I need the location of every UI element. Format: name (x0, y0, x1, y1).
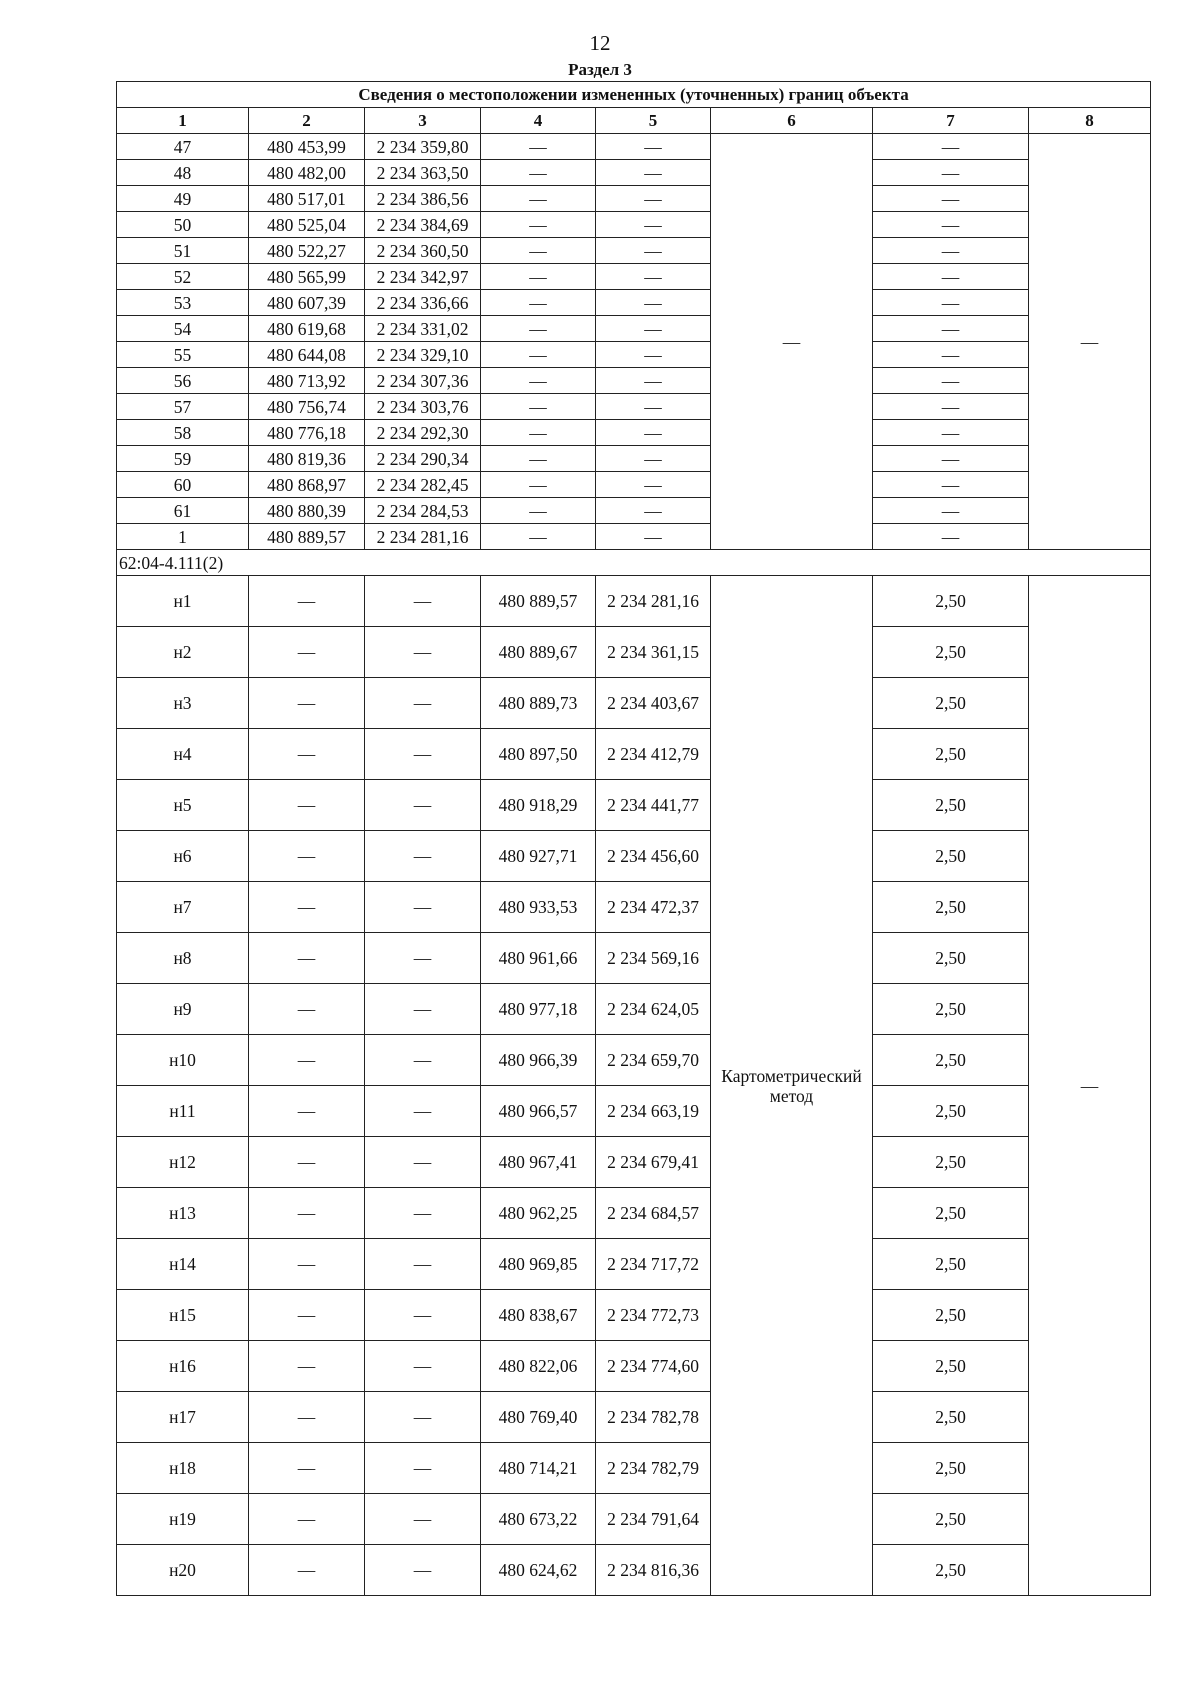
point-number-cell: 60 (117, 472, 249, 498)
new-x-cell: 480 889,67 (481, 627, 596, 678)
table-row (117, 290, 1151, 316)
new-y-cell: 2 234 659,70 (596, 1035, 711, 1086)
accuracy-cell: — (873, 524, 1029, 550)
point-number-cell: 56 (117, 368, 249, 394)
point-number-cell: н6 (117, 831, 249, 882)
new-x-cell: 480 889,73 (481, 678, 596, 729)
table-row (117, 186, 1151, 212)
accuracy-cell: — (873, 472, 1029, 498)
new-x-cell: 480 918,29 (481, 780, 596, 831)
existing-y-cell: 2 234 331,02 (365, 316, 481, 342)
accuracy-cell: — (873, 342, 1029, 368)
existing-x-cell: — (249, 1545, 365, 1596)
accuracy-cell: 2,50 (873, 1392, 1029, 1443)
existing-x-cell: — (249, 1290, 365, 1341)
existing-y-cell: — (365, 1290, 481, 1341)
table-row (117, 882, 1151, 933)
accuracy-cell: 2,50 (873, 1137, 1029, 1188)
table-row (117, 627, 1151, 678)
table-row (117, 729, 1151, 780)
new-x-cell: 480 897,50 (481, 729, 596, 780)
accuracy-cell: 2,50 (873, 678, 1029, 729)
point-number-cell: 1 (117, 524, 249, 550)
point-number-cell: н9 (117, 984, 249, 1035)
new-x-cell: — (481, 472, 596, 498)
accuracy-cell: — (873, 238, 1029, 264)
table-row (117, 316, 1151, 342)
table-row (117, 394, 1151, 420)
new-y-cell: — (596, 368, 711, 394)
existing-y-cell: — (365, 678, 481, 729)
new-y-cell: — (596, 524, 711, 550)
existing-y-cell: 2 234 386,56 (365, 186, 481, 212)
existing-y-cell: 2 234 336,66 (365, 290, 481, 316)
new-x-cell: 480 977,18 (481, 984, 596, 1035)
new-x-cell: — (481, 498, 596, 524)
new-y-cell: — (596, 186, 711, 212)
point-number-cell: 49 (117, 186, 249, 212)
accuracy-cell: 2,50 (873, 882, 1029, 933)
table-row (117, 368, 1151, 394)
new-y-cell: — (596, 134, 711, 160)
point-number-cell: 57 (117, 394, 249, 420)
new-y-cell: — (596, 160, 711, 186)
new-y-cell: — (596, 498, 711, 524)
accuracy-cell: 2,50 (873, 627, 1029, 678)
point-number-cell: 52 (117, 264, 249, 290)
column-header: 6 (711, 108, 873, 134)
point-number-cell: н3 (117, 678, 249, 729)
existing-y-cell: — (365, 1035, 481, 1086)
accuracy-cell: 2,50 (873, 933, 1029, 984)
boundary-coordinates-table (116, 81, 1151, 1596)
subsection-label: 62:04-4.111(2) (117, 550, 1151, 576)
accuracy-cell: 2,50 (873, 780, 1029, 831)
new-x-cell: 480 673,22 (481, 1494, 596, 1545)
new-y-cell: 2 234 281,16 (596, 576, 711, 627)
new-x-cell: 480 933,53 (481, 882, 596, 933)
existing-y-cell: 2 234 342,97 (365, 264, 481, 290)
existing-y-cell: 2 234 363,50 (365, 160, 481, 186)
point-number-cell: 48 (117, 160, 249, 186)
existing-y-cell: — (365, 882, 481, 933)
table-row (117, 1290, 1151, 1341)
table-row (117, 1545, 1151, 1596)
section-title: Раздел 3 (568, 60, 632, 79)
new-y-cell: — (596, 394, 711, 420)
new-y-cell: 2 234 624,05 (596, 984, 711, 1035)
existing-y-cell: 2 234 282,45 (365, 472, 481, 498)
existing-y-cell: — (365, 1137, 481, 1188)
new-x-cell: — (481, 342, 596, 368)
new-y-cell: — (596, 446, 711, 472)
point-number-cell: н4 (117, 729, 249, 780)
column-header: 2 (249, 108, 365, 134)
column-header: 8 (1029, 108, 1151, 134)
new-x-cell: 480 624,62 (481, 1545, 596, 1596)
table-row (117, 1341, 1151, 1392)
new-x-cell: — (481, 134, 596, 160)
table-row (117, 524, 1151, 550)
existing-x-cell: 480 644,08 (249, 342, 365, 368)
table-row (117, 212, 1151, 238)
existing-y-cell: — (365, 933, 481, 984)
column-header: 3 (365, 108, 481, 134)
new-y-cell: 2 234 791,64 (596, 1494, 711, 1545)
existing-y-cell: 2 234 384,69 (365, 212, 481, 238)
existing-y-cell: — (365, 1188, 481, 1239)
accuracy-cell: — (873, 264, 1029, 290)
point-number-cell: 54 (117, 316, 249, 342)
accuracy-cell: 2,50 (873, 1494, 1029, 1545)
point-number-cell: 61 (117, 498, 249, 524)
existing-x-cell: 480 889,57 (249, 524, 365, 550)
new-x-cell: 480 838,67 (481, 1290, 596, 1341)
new-x-cell: 480 927,71 (481, 831, 596, 882)
table-row (117, 831, 1151, 882)
existing-x-cell: 480 522,27 (249, 238, 365, 264)
new-x-cell: 480 889,57 (481, 576, 596, 627)
existing-y-cell: — (365, 1545, 481, 1596)
existing-y-cell: — (365, 729, 481, 780)
accuracy-cell: — (873, 420, 1029, 446)
existing-x-cell: 480 756,74 (249, 394, 365, 420)
table-row (117, 576, 1151, 627)
accuracy-cell: 2,50 (873, 1086, 1029, 1137)
new-y-cell: — (596, 316, 711, 342)
new-y-cell: 2 234 441,77 (596, 780, 711, 831)
point-number-cell: н2 (117, 627, 249, 678)
accuracy-cell: 2,50 (873, 729, 1029, 780)
table-row (117, 1494, 1151, 1545)
existing-x-cell: — (249, 780, 365, 831)
existing-x-cell: 480 868,97 (249, 472, 365, 498)
accuracy-cell: — (873, 368, 1029, 394)
point-number-cell: н8 (117, 933, 249, 984)
column-header: 1 (117, 108, 249, 134)
existing-x-cell: — (249, 729, 365, 780)
table-row (117, 134, 1151, 160)
accuracy-cell: 2,50 (873, 1188, 1029, 1239)
accuracy-cell: — (873, 446, 1029, 472)
table-row (117, 420, 1151, 446)
method-cell: — (711, 134, 873, 550)
existing-y-cell: 2 234 307,36 (365, 368, 481, 394)
new-x-cell: — (481, 238, 596, 264)
table-row (117, 160, 1151, 186)
point-number-cell: н13 (117, 1188, 249, 1239)
new-y-cell: 2 234 403,67 (596, 678, 711, 729)
existing-x-cell: — (249, 1392, 365, 1443)
new-y-cell: 2 234 782,79 (596, 1443, 711, 1494)
accuracy-cell: 2,50 (873, 576, 1029, 627)
existing-x-cell: 480 525,04 (249, 212, 365, 238)
new-y-cell: — (596, 420, 711, 446)
accuracy-cell: — (873, 498, 1029, 524)
point-number-cell: н17 (117, 1392, 249, 1443)
table-caption: Сведения о местоположении измененных (уточненных) границ объекта (117, 82, 1151, 108)
existing-x-cell: 480 819,36 (249, 446, 365, 472)
existing-y-cell: — (365, 1239, 481, 1290)
table-row (117, 984, 1151, 1035)
table-row (117, 1443, 1151, 1494)
new-y-cell: 2 234 679,41 (596, 1137, 711, 1188)
existing-x-cell: — (249, 627, 365, 678)
existing-y-cell: 2 234 292,30 (365, 420, 481, 446)
new-x-cell: 480 966,57 (481, 1086, 596, 1137)
table-caption-row (117, 82, 1151, 108)
new-y-cell: 2 234 569,16 (596, 933, 711, 984)
accuracy-cell: 2,50 (873, 1290, 1029, 1341)
table-row (117, 1035, 1151, 1086)
point-number-cell: 53 (117, 290, 249, 316)
accuracy-cell: — (873, 186, 1029, 212)
existing-x-cell: 480 517,01 (249, 186, 365, 212)
method-cell: Картометрический метод (711, 576, 873, 1596)
existing-y-cell: 2 234 360,50 (365, 238, 481, 264)
new-y-cell: 2 234 717,72 (596, 1239, 711, 1290)
column-header: 4 (481, 108, 596, 134)
new-y-cell: 2 234 816,36 (596, 1545, 711, 1596)
existing-x-cell: — (249, 831, 365, 882)
new-y-cell: 2 234 472,37 (596, 882, 711, 933)
column-header-row (117, 108, 1151, 134)
point-number-cell: н16 (117, 1341, 249, 1392)
new-x-cell: 480 714,21 (481, 1443, 596, 1494)
existing-y-cell: — (365, 576, 481, 627)
existing-x-cell: 480 619,68 (249, 316, 365, 342)
existing-y-cell: — (365, 831, 481, 882)
new-x-cell: — (481, 394, 596, 420)
accuracy-cell: — (873, 212, 1029, 238)
new-x-cell: — (481, 420, 596, 446)
existing-y-cell: 2 234 284,53 (365, 498, 481, 524)
accuracy-cell: — (873, 134, 1029, 160)
existing-x-cell: — (249, 576, 365, 627)
table-row (117, 1086, 1151, 1137)
existing-x-cell: 480 482,00 (249, 160, 365, 186)
existing-y-cell: 2 234 303,76 (365, 394, 481, 420)
table-row (117, 1137, 1151, 1188)
new-y-cell: — (596, 212, 711, 238)
existing-x-cell: — (249, 1341, 365, 1392)
existing-y-cell: — (365, 1494, 481, 1545)
new-y-cell: 2 234 361,15 (596, 627, 711, 678)
existing-y-cell: 2 234 329,10 (365, 342, 481, 368)
new-y-cell: — (596, 264, 711, 290)
table-row (117, 678, 1151, 729)
accuracy-cell: — (873, 160, 1029, 186)
point-number-cell: н12 (117, 1137, 249, 1188)
point-number-cell: н15 (117, 1290, 249, 1341)
accuracy-cell: — (873, 316, 1029, 342)
existing-y-cell: 2 234 281,16 (365, 524, 481, 550)
existing-x-cell: 480 453,99 (249, 134, 365, 160)
accuracy-cell: — (873, 290, 1029, 316)
new-y-cell: — (596, 290, 711, 316)
point-number-cell: 51 (117, 238, 249, 264)
existing-y-cell: — (365, 1392, 481, 1443)
existing-x-cell: 480 565,99 (249, 264, 365, 290)
point-number-cell: 58 (117, 420, 249, 446)
existing-y-cell: 2 234 359,80 (365, 134, 481, 160)
table-row (117, 1392, 1151, 1443)
existing-y-cell: — (365, 1443, 481, 1494)
accuracy-cell: 2,50 (873, 1239, 1029, 1290)
existing-x-cell: 480 880,39 (249, 498, 365, 524)
table-row (117, 264, 1151, 290)
accuracy-cell: 2,50 (873, 1545, 1029, 1596)
new-x-cell: — (481, 160, 596, 186)
point-number-cell: н7 (117, 882, 249, 933)
table-row (117, 498, 1151, 524)
existing-x-cell: — (249, 1494, 365, 1545)
existing-y-cell: 2 234 290,34 (365, 446, 481, 472)
existing-x-cell: — (249, 1443, 365, 1494)
new-y-cell: 2 234 412,79 (596, 729, 711, 780)
existing-y-cell: — (365, 1086, 481, 1137)
existing-y-cell: — (365, 984, 481, 1035)
table-row (117, 933, 1151, 984)
new-x-cell: 480 962,25 (481, 1188, 596, 1239)
new-x-cell: — (481, 368, 596, 394)
table-row (117, 342, 1151, 368)
new-y-cell: 2 234 456,60 (596, 831, 711, 882)
new-y-cell: 2 234 774,60 (596, 1341, 711, 1392)
table-row (117, 238, 1151, 264)
accuracy-cell: 2,50 (873, 1341, 1029, 1392)
point-number-cell: н11 (117, 1086, 249, 1137)
table-row (117, 446, 1151, 472)
existing-x-cell: — (249, 1188, 365, 1239)
new-x-cell: 480 966,39 (481, 1035, 596, 1086)
point-number-cell: н20 (117, 1545, 249, 1596)
existing-x-cell: — (249, 882, 365, 933)
point-number-cell: н14 (117, 1239, 249, 1290)
description-cell: — (1029, 576, 1151, 1596)
column-header: 7 (873, 108, 1029, 134)
existing-y-cell: — (365, 1341, 481, 1392)
new-x-cell: 480 961,66 (481, 933, 596, 984)
existing-x-cell: — (249, 1239, 365, 1290)
description-cell: — (1029, 134, 1151, 550)
new-y-cell: 2 234 684,57 (596, 1188, 711, 1239)
point-number-cell: 50 (117, 212, 249, 238)
subsection-row (117, 550, 1151, 576)
point-number-cell: н10 (117, 1035, 249, 1086)
accuracy-cell: 2,50 (873, 1443, 1029, 1494)
existing-x-cell: — (249, 678, 365, 729)
accuracy-cell: 2,50 (873, 831, 1029, 882)
table-row (117, 1188, 1151, 1239)
new-x-cell: — (481, 524, 596, 550)
point-number-cell: н5 (117, 780, 249, 831)
new-x-cell: 480 969,85 (481, 1239, 596, 1290)
new-x-cell: 480 967,41 (481, 1137, 596, 1188)
new-x-cell: 480 769,40 (481, 1392, 596, 1443)
table-row (117, 472, 1151, 498)
existing-y-cell: — (365, 780, 481, 831)
new-x-cell: — (481, 186, 596, 212)
new-x-cell: 480 822,06 (481, 1341, 596, 1392)
accuracy-cell: 2,50 (873, 984, 1029, 1035)
existing-x-cell: 480 607,39 (249, 290, 365, 316)
point-number-cell: 47 (117, 134, 249, 160)
new-y-cell: — (596, 238, 711, 264)
point-number-cell: 59 (117, 446, 249, 472)
existing-x-cell: — (249, 1035, 365, 1086)
point-number-cell: н19 (117, 1494, 249, 1545)
new-y-cell: — (596, 342, 711, 368)
new-y-cell: 2 234 772,73 (596, 1290, 711, 1341)
existing-x-cell: — (249, 933, 365, 984)
new-y-cell: 2 234 782,78 (596, 1392, 711, 1443)
new-x-cell: — (481, 212, 596, 238)
new-x-cell: — (481, 316, 596, 342)
new-x-cell: — (481, 290, 596, 316)
new-y-cell: — (596, 472, 711, 498)
existing-x-cell: — (249, 984, 365, 1035)
accuracy-cell: — (873, 394, 1029, 420)
existing-x-cell: 480 713,92 (249, 368, 365, 394)
existing-x-cell: 480 776,18 (249, 420, 365, 446)
new-x-cell: — (481, 446, 596, 472)
table-row (117, 780, 1151, 831)
new-x-cell: — (481, 264, 596, 290)
point-number-cell: н1 (117, 576, 249, 627)
existing-x-cell: — (249, 1086, 365, 1137)
column-header: 5 (596, 108, 711, 134)
existing-y-cell: — (365, 627, 481, 678)
table-row (117, 1239, 1151, 1290)
existing-x-cell: — (249, 1137, 365, 1188)
new-y-cell: 2 234 663,19 (596, 1086, 711, 1137)
page-number: 12 (589, 31, 611, 55)
accuracy-cell: 2,50 (873, 1035, 1029, 1086)
point-number-cell: н18 (117, 1443, 249, 1494)
point-number-cell: 55 (117, 342, 249, 368)
